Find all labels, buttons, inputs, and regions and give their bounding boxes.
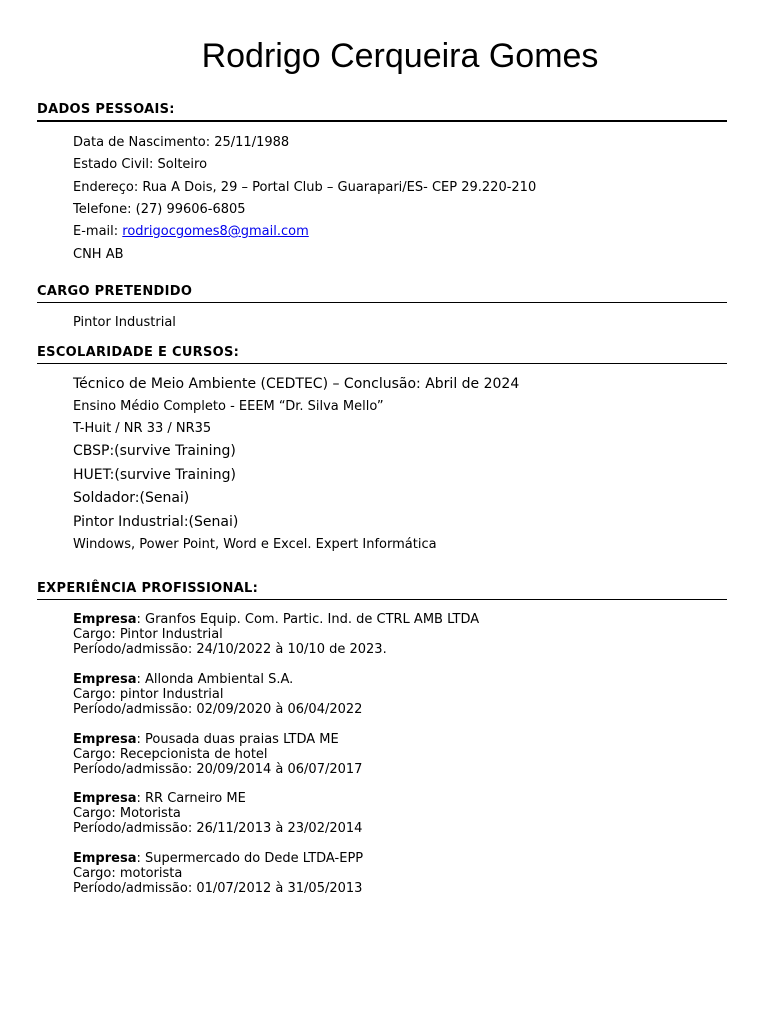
job-role: Cargo: Pintor Industrial — [73, 627, 223, 642]
job-period: Período/admissão: 01/07/2012 à 31/05/2013 — [73, 881, 363, 896]
job-entry — [73, 851, 363, 896]
job-role: Cargo: pintor Industrial — [73, 687, 224, 702]
education-item: HUET:(survive Training) — [73, 467, 236, 483]
section-heading-personal: DADOS PESSOAIS: — [37, 102, 727, 122]
education-item: Técnico de Meio Ambiente (CEDTEC) – Conclusão: Abril de 2024 — [73, 376, 520, 392]
resume-name: Rodrigo Cerqueira Gomes — [201, 37, 599, 75]
job-period: Período/admissão: 26/11/2013 à 23/02/2014 — [73, 821, 363, 836]
phone: Telefone: (27) 99606-6805 — [73, 202, 246, 217]
job-entry — [73, 672, 362, 717]
job-entry — [73, 791, 362, 836]
driver-license: CNH AB — [73, 247, 124, 262]
company-label: Empresa — [73, 791, 137, 806]
company-name: : RR Carneiro ME — [136, 791, 246, 806]
birth-date: Data de Nascimento: 25/11/1988 — [73, 135, 290, 150]
section-heading-experience: EXPERIÊNCIA PROFISSIONAL: — [37, 581, 727, 600]
company-name: : Allonda Ambiental S.A. — [136, 672, 294, 687]
job-entry — [73, 612, 479, 657]
education-item: Ensino Médio Completo - EEEM “Dr. Silva Mello” — [73, 399, 384, 414]
company-label: Empresa — [73, 672, 137, 687]
email-link[interactable]: rodrigocgomes8@gmail.com — [122, 224, 309, 239]
section-heading-objective: CARGO PRETENDIDO — [37, 284, 727, 303]
job-period: Período/admissão: 02/09/2020 à 06/04/2022 — [73, 702, 363, 717]
section-heading-education: ESCOLARIDADE E CURSOS: — [37, 345, 727, 364]
email-row — [73, 224, 309, 240]
company-name: : Pousada duas praias LTDA ME — [136, 732, 339, 747]
company-name: : Granfos Equip. Com. Partic. Ind. de CTRL AMB LTDA — [136, 612, 480, 627]
address: Endereço: Rua A Dois, 29 – Portal Club – Guarapari/ES- CEP 29.220-210 — [73, 180, 537, 195]
company-label: Empresa — [73, 732, 137, 747]
education-item: Pintor Industrial:(Senai) — [73, 514, 239, 530]
job-role: Cargo: Recepcionista de hotel — [73, 747, 268, 762]
job-role: Cargo: Motorista — [73, 806, 181, 821]
company-label: Empresa — [73, 612, 137, 627]
education-item: Windows, Power Point, Word e Excel. Expert Informática — [73, 537, 437, 552]
job-period: Período/admissão: 24/10/2022 à 10/10 de 2023. — [73, 642, 387, 657]
education-item: Soldador:(Senai) — [73, 490, 190, 506]
marital-status: Estado Civil: Solteiro — [73, 157, 208, 172]
education-item: T-Huit / NR 33 / NR35 — [73, 421, 212, 436]
company-label: Empresa — [73, 851, 137, 866]
company-name: : Supermercado do Dede LTDA-EPP — [136, 851, 364, 866]
objective-value: Pintor Industrial — [73, 315, 176, 330]
job-role: Cargo: motorista — [73, 866, 183, 881]
job-period: Período/admissão: 20/09/2014 à 06/07/2017 — [73, 762, 363, 777]
job-entry — [73, 732, 362, 777]
education-item: CBSP:(survive Training) — [73, 443, 236, 459]
email-label: E-mail: — [73, 224, 123, 239]
